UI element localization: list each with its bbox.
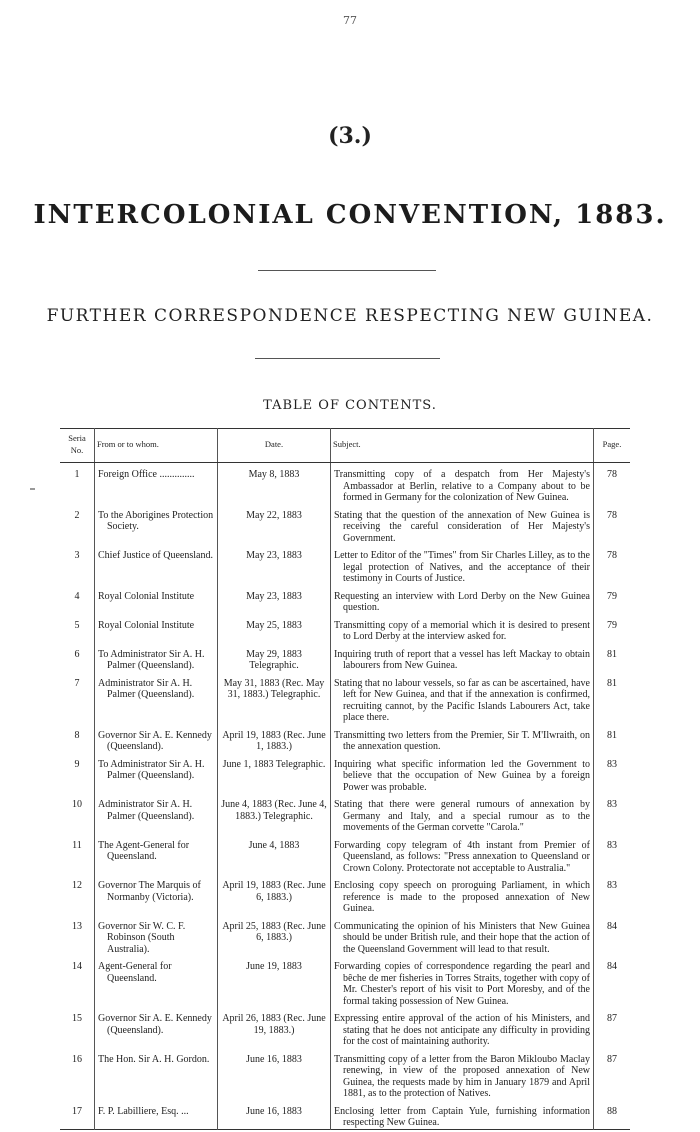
table-row <box>60 1100 630 1130</box>
date-cell: May 31, 1883 (Rec. May 31, 1883.) Telegraphic. <box>223 677 325 700</box>
date-cell: May 23, 1883 <box>246 550 302 561</box>
page-cell: 78 <box>607 469 617 480</box>
serial-cell: 13 <box>72 920 82 932</box>
serial-cell: 4 <box>74 590 80 602</box>
page-cell: 81 <box>607 648 617 660</box>
serial-cell: 7 <box>74 677 80 689</box>
subject-cell: Stating that the question of the annexation of New Guinea is receiving the careful consideration of Her Majesty's Government. <box>334 509 590 544</box>
header-from: From or to whom. <box>95 429 218 463</box>
serial-cell: 12 <box>72 880 82 891</box>
table-row <box>60 1048 630 1100</box>
date-cell: May 25, 1883 <box>246 619 302 631</box>
serial-cell: 16 <box>72 1053 82 1065</box>
date-cell: April 19, 1883 (Rec. June 6, 1883.) <box>222 880 326 903</box>
date-cell: May 29, 1883 Telegraphic. <box>246 648 302 671</box>
serial-cell: 5 <box>74 619 80 631</box>
subject-cell: Stating that no labour vessels, so far as can be ascertained, have left for New Guinea, and that if the annexation is confirmed, recruiting cannot, by the Pacific Islands Labourers Act, take place there. <box>334 677 590 723</box>
table-row <box>60 834 630 875</box>
document-subtitle: FURTHER CORRESPONDENCE RESPECTING NEW GUINEA. <box>46 306 654 326</box>
subject-cell: Transmitting two letters from the Premier, Sir T. M'Ilwraith, on the annexation question. <box>334 729 590 752</box>
from-cell: To Administrator Sir A. H. Palmer (Queensland). <box>98 758 205 781</box>
header-serial: Seria No. <box>60 429 95 463</box>
from-cell: To the Aborigines Protection Society. <box>98 509 214 532</box>
header-page: Page. <box>594 429 631 463</box>
page-number: 77 <box>343 14 357 27</box>
from-cell: Governor The Marquis of Normanby (Victoria). <box>98 880 201 903</box>
date-cell: April 26, 1883 (Rec. June 19, 1883.) <box>222 1013 326 1036</box>
table-row <box>60 504 630 545</box>
date-cell: May 8, 1883 <box>248 469 300 480</box>
serial-cell: 14 <box>72 961 82 972</box>
table-row <box>60 463 630 504</box>
subject-cell: Communicating the opinion of his Ministers that New Guinea should be under British rule, and their hope that the action of the Queensland Government will lead to that result. <box>334 920 590 955</box>
table-row <box>60 793 630 834</box>
page-cell: 78 <box>607 550 617 561</box>
page-cell: 83 <box>607 880 617 891</box>
serial-cell: 6 <box>74 648 80 660</box>
date-cell: June 4, 1883 (Rec. June 4, 1883.) Telegraphic. <box>221 799 327 822</box>
table-row <box>60 672 630 724</box>
serial-cell: 17 <box>72 1105 82 1117</box>
serial-cell: 8 <box>74 729 80 741</box>
contents-table <box>60 428 630 1132</box>
table-header-row <box>60 429 630 463</box>
date-cell: June 4, 1883 <box>248 839 300 851</box>
page-cell: 87 <box>607 1053 617 1065</box>
from-cell: F. P. Labilliere, Esq. ... <box>98 1105 189 1117</box>
date-cell: June 16, 1883 <box>246 1053 302 1065</box>
paper-number: (3.) <box>328 123 372 149</box>
table-row <box>60 544 630 585</box>
page-cell: 79 <box>607 619 617 631</box>
date-cell: May 23, 1883 <box>246 590 302 602</box>
serial-cell: 3 <box>74 550 80 561</box>
date-cell: June 16, 1883 <box>246 1105 302 1117</box>
subject-cell: Requesting an interview with Lord Derby on the New Guinea question. <box>334 590 590 613</box>
from-cell: Governor Sir A. E. Kennedy (Queensland). <box>98 729 212 752</box>
from-cell: The Agent-General for Queensland. <box>98 839 190 862</box>
date-cell: April 19, 1883 (Rec. June 1, 1883.) <box>222 729 326 752</box>
serial-cell: 9 <box>74 758 80 770</box>
from-cell: Governor Sir W. C. F. Robinson (South Australia). <box>98 920 186 955</box>
serial-cell: 10 <box>72 799 82 810</box>
page-cell: 79 <box>607 590 617 602</box>
subject-cell: Inquiring what specific information led the Government to believe that the occupation of New Guinea by a foreign Power was probable. <box>334 758 590 793</box>
table-row <box>60 585 630 614</box>
page-cell: 88 <box>607 1105 617 1117</box>
subject-cell: Stating that there were general rumours of annexation by Germany and Italy, and a special rumour as to the movements of the German corvette "Carola." <box>334 799 590 833</box>
page-cell: 81 <box>607 677 617 689</box>
table-row <box>60 753 630 794</box>
subject-cell: Forwarding copies of correspondence regarding the pearl and bêche de mer fisheries in Torres Straits, together with copy of Mr. Chester's report of his visit to Port Moresby, and of the formal taking possession of New Guinea. <box>334 961 590 1007</box>
document-title: INTERCOLONIAL CONVENTION, 1883. <box>33 200 667 230</box>
header-subject: Subject. <box>331 429 594 463</box>
date-cell: April 25, 1883 (Rec. June 6, 1883.) <box>222 920 326 943</box>
header-date: Date. <box>218 429 331 463</box>
date-cell: May 22, 1883 <box>246 509 302 521</box>
page-cell: 87 <box>607 1013 617 1024</box>
from-cell: Chief Justice of Queensland. <box>98 550 213 561</box>
subject-cell: Inquiring truth of report that a vessel has left Mackay to obtain labourers from New Guinea. <box>334 648 590 671</box>
subject-cell: Expressing entire approval of the action of his Ministers, and stating that he does not anticipate any difficulty in providing for the cost of maintaining authority. <box>334 1013 590 1047</box>
serial-cell: 15 <box>72 1013 82 1024</box>
margin-mark <box>30 488 35 490</box>
from-cell: Royal Colonial Institute <box>98 619 195 631</box>
contents-table-wrapper <box>60 428 630 1132</box>
from-cell: Royal Colonial Institute <box>98 590 195 602</box>
subject-cell: Forwarding copy telegram of 4th instant from Premier of Queensland, as follows: "Press annexation to Queensland or Crown Colony. Protectorate not acceptable to Australia." <box>334 839 590 874</box>
page-cell: 78 <box>607 509 617 521</box>
table-bottom-rule <box>60 1129 630 1132</box>
page-cell: 81 <box>607 729 617 741</box>
subject-cell: Letter to Editor of the "Times" from Sir Charles Lilley, as to the legal protection of Natives, and the acceptance of their testimony in Courts of Justice. <box>334 550 590 584</box>
page-cell: 84 <box>607 961 617 972</box>
table-body <box>60 463 630 1132</box>
page-cell: 84 <box>607 920 617 932</box>
serial-cell: 11 <box>72 839 82 851</box>
page-cell: 83 <box>607 758 617 770</box>
subject-cell: Enclosing letter from Captain Yule, furnishing information respecting New Guinea. <box>334 1105 590 1128</box>
subject-cell: Enclosing copy speech on proroguing Parliament, in which reference is made to the proposed annexation of New Guinea. <box>334 880 590 914</box>
table-row <box>60 915 630 956</box>
table-row <box>60 874 630 915</box>
table-row <box>60 643 630 672</box>
subject-cell: Transmitting copy of a memorial which it is desired to present to Lord Derby at the interview asked for. <box>334 619 590 642</box>
date-cell: June 19, 1883 <box>246 961 302 972</box>
table-row <box>60 724 630 753</box>
from-cell: Agent-General for Queensland. <box>98 961 172 984</box>
subtitle-divider <box>255 358 440 359</box>
serial-cell: 1 <box>74 469 80 480</box>
from-cell: To Administrator Sir A. H. Palmer (Queensland). <box>98 648 205 671</box>
from-cell: Administrator Sir A. H. Palmer (Queensland). <box>98 799 195 822</box>
table-row <box>60 614 630 643</box>
from-cell: The Hon. Sir A. H. Gordon. <box>98 1053 210 1065</box>
from-cell: Governor Sir A. E. Kennedy (Queensland). <box>98 1013 212 1036</box>
date-cell: June 1, 1883 Telegraphic. <box>222 758 326 770</box>
table-row <box>60 955 630 1007</box>
subject-cell: Transmitting copy of a letter from the Baron Mikloubo Maclay renewing, in view of the proposed annexation of New Guinea, the requests made by him in January 1879 and April 1881, as to the protection of Natives. <box>334 1053 590 1099</box>
from-cell: Foreign Office .............. <box>98 469 195 480</box>
page-cell: 83 <box>607 799 617 810</box>
page-cell: 83 <box>607 839 617 851</box>
title-divider <box>258 270 436 271</box>
table-row <box>60 1007 630 1048</box>
toc-title: TABLE OF CONTENTS. <box>263 398 437 413</box>
serial-cell: 2 <box>74 509 80 521</box>
subject-cell: Transmitting copy of a despatch from Her Majesty's Ambassador at Berlin, relative to a Company about to be formed in Germany for the colonization of New Guinea. <box>334 469 590 503</box>
from-cell: Administrator Sir A. H. Palmer (Queensland). <box>98 677 195 700</box>
